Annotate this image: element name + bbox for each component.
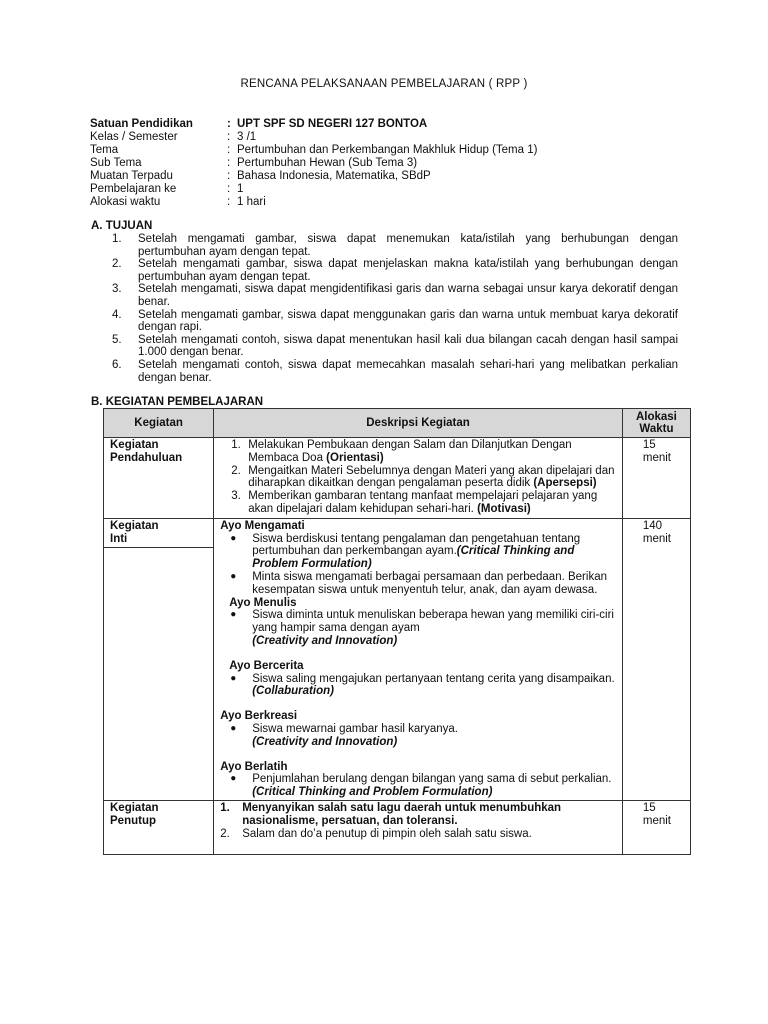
tujuan-text: Setelah mengamati contoh, siswa dapat memecahkan masalah sehari-hari yang melibatkan perkalian dengan benar. xyxy=(138,358,678,384)
item-tag: (Collaburation) xyxy=(252,685,334,698)
tujuan-text: Setelah mengamati, siswa dapat mengidentifikasi garis dan warna sebagai unsur karya dekoratif dengan benar. xyxy=(138,283,678,308)
alokasi-value: 140 xyxy=(642,519,663,532)
ayo-menulis-title: Ayo Menulis xyxy=(229,596,297,609)
item-text: Memberikan gambaran tentang manfaat mempelajari pelajaran yang akan dipelajari dalam kehidupan sehari-hari. xyxy=(248,490,598,515)
tujuan-number: 4. xyxy=(112,308,122,321)
header-alokasi-line2: Waktu xyxy=(639,423,674,435)
identitas-label: Sub Tema xyxy=(90,157,142,169)
bercerita-list xyxy=(214,673,618,699)
label-pendahuluan xyxy=(104,438,214,519)
identitas-label: Muatan Terpadu xyxy=(90,170,173,182)
mengamati-list xyxy=(214,533,618,597)
identitas-colon: : xyxy=(227,131,231,143)
deskripsi-pendahuluan xyxy=(214,438,623,519)
berkreasi-list xyxy=(214,723,618,749)
item-tag: (Creativity and Innovation) xyxy=(252,634,398,647)
penutup-item xyxy=(214,802,618,828)
ayo-berkreasi-title: Ayo Berkreasi xyxy=(220,710,298,723)
pendahuluan-list xyxy=(214,439,618,516)
item-text: Minta siswa mengamati berbagai persamaan dan perbedaan. Berikan kesempatan siswa untuk menyentuh telur, anak, dan ayam dewasa. xyxy=(252,570,607,596)
tujuan-number: 2. xyxy=(112,258,122,271)
item-text: Melakukan Pembukaan dengan Salam dan Dilanjutkan Dengan Membaca Doa xyxy=(248,439,572,464)
label-line1: Kegiatan xyxy=(110,801,159,814)
identitas-label: Tema xyxy=(90,144,119,156)
deskripsi-penutup xyxy=(214,800,623,854)
identitas-colon: : xyxy=(227,157,231,169)
tujuan-number: 3. xyxy=(112,283,122,296)
identitas-label: Kelas / Semester xyxy=(90,131,178,143)
bullet-icon: ● xyxy=(230,672,237,684)
row-penutup xyxy=(104,800,691,854)
ayo-berlatih-title: Ayo Berlatih xyxy=(220,760,288,773)
label-line2: Inti xyxy=(110,532,128,545)
identitas-row xyxy=(90,170,690,183)
identitas-colon: : xyxy=(227,144,231,156)
identitas-colon: : xyxy=(227,183,231,195)
item-tag: (Apersepsi) xyxy=(533,477,597,490)
header-kegiatan: Kegiatan xyxy=(104,409,214,438)
tujuan-text: Setelah mengamati gambar, siswa dapat menjelaskan makna kata/istilah yang berhubungan dengan pertumbuhan ayam dengan tepat. xyxy=(138,258,678,283)
deskripsi-inti xyxy=(214,518,623,800)
mengamati-item xyxy=(214,533,618,571)
item-tag: (Orientasi) xyxy=(326,451,384,464)
pendahuluan-item xyxy=(214,490,618,516)
item-text: Menyanyikan salah satu lagu daerah untuk menumbuhkan nasionalisme, persatuan, dan toleransi. xyxy=(242,801,562,827)
mengamati-item xyxy=(214,571,618,597)
identitas-table xyxy=(90,118,690,209)
berkreasi-item xyxy=(214,723,618,749)
identitas-value: Bahasa Indonesia, Matematika, SBdP xyxy=(237,170,431,182)
kegiatan-table xyxy=(103,408,691,855)
ayo-bercerita-title: Ayo Bercerita xyxy=(229,659,304,672)
item-text: Siswa saling mengajukan pertanyaan tentang cerita yang disampaikan. xyxy=(252,672,615,685)
identitas-colon: : xyxy=(227,118,231,130)
tujuan-number: 5. xyxy=(112,333,122,346)
penutup-item xyxy=(214,828,618,841)
tujuan-text: Setelah mengamati gambar, siswa dapat menemukan kata/istilah yang berhubungan dengan pertumbuhan ayam dengan tepat. xyxy=(138,233,678,258)
alokasi-penutup xyxy=(622,800,690,854)
menulis-item xyxy=(214,609,618,647)
section-heading-tujuan: A. TUJUAN xyxy=(91,220,153,232)
identitas-colon: : xyxy=(227,196,231,208)
section-heading-kegiatan: B. KEGIATAN PEMBELAJARAN xyxy=(91,396,264,408)
spacer xyxy=(214,698,618,710)
item-number: 2. xyxy=(231,464,241,477)
alokasi-value: 15 xyxy=(642,439,656,451)
tujuan-item xyxy=(112,283,678,308)
penutup-list xyxy=(214,802,618,840)
identitas-row xyxy=(90,157,690,170)
bullet-icon: ● xyxy=(230,570,237,582)
identitas-row xyxy=(90,131,690,144)
label-line2: Pendahuluan xyxy=(110,451,183,464)
identitas-value: 1 xyxy=(237,183,244,195)
header-alokasi xyxy=(622,409,690,438)
bullet-icon: ● xyxy=(230,609,237,621)
berlatih-list xyxy=(214,773,618,799)
tujuan-item xyxy=(112,258,678,283)
item-tag: (Creativity and Innovation) xyxy=(252,735,398,748)
spacer xyxy=(214,648,618,660)
tujuan-item xyxy=(112,359,678,384)
item-number: 1. xyxy=(220,801,230,814)
identitas-value: 1 hari xyxy=(237,196,266,208)
item-number: 2. xyxy=(220,827,230,840)
identitas-row xyxy=(90,144,690,157)
item-tag: (Motivasi) xyxy=(477,502,531,515)
identitas-row xyxy=(90,183,690,196)
header-deskripsi: Deskripsi Kegiatan xyxy=(214,409,623,438)
item-text: Salam dan do’a penutup di pimpin oleh salah satu siswa. xyxy=(242,827,532,840)
label-line1: Kegiatan xyxy=(110,519,159,532)
tujuan-item xyxy=(112,334,678,359)
bercerita-item xyxy=(214,673,618,699)
ayo-mengamati-title: Ayo Mengamati xyxy=(220,519,305,532)
identitas-label: Alokasi waktu xyxy=(90,196,161,208)
identitas-value: Pertumbuhan Hewan (Sub Tema 3) xyxy=(237,157,418,169)
label-inti xyxy=(104,519,213,549)
spacer xyxy=(214,749,618,761)
identitas-value: 3 /1 xyxy=(237,131,257,143)
alokasi-value: 15 xyxy=(642,801,656,814)
identitas-label: Satuan Pendidikan xyxy=(90,118,193,130)
alokasi-unit: menit xyxy=(642,451,671,464)
item-text: Siswa berdiskusi tentang pengalaman dan pengetahuan tentang pertumbuhan dan perkembangan ayam. xyxy=(252,532,581,558)
item-text: Penjumlahan berulang dengan bilangan yang sama di sebut perkalian. xyxy=(252,773,612,786)
tujuan-list xyxy=(112,233,678,384)
bullet-icon: ● xyxy=(230,532,237,544)
item-text: Siswa mewarnai gambar hasil karyanya. xyxy=(252,722,458,735)
menulis-list xyxy=(214,609,618,647)
item-text: Siswa diminta untuk menuliskan beberapa hewan yang memiliki ciri-ciri yang hampir sama dengan ayam xyxy=(252,609,614,635)
tujuan-text: Setelah mengamati gambar, siswa dapat menggunakan garis dan warna untuk membuat karya dekoratif dengan rapi. xyxy=(138,308,678,334)
bullet-icon: ● xyxy=(230,722,237,734)
item-number: 3. xyxy=(231,490,241,503)
header-alokasi-line1: Alokasi xyxy=(635,411,677,423)
bullet-icon: ● xyxy=(230,773,237,785)
alokasi-inti xyxy=(622,518,690,800)
item-tag: (Critical Thinking and Problem Formulation) xyxy=(252,786,493,799)
row-inti xyxy=(104,518,691,800)
identitas-value: Pertumbuhan dan Perkembangan Makhluk Hidup (Tema 1) xyxy=(237,144,538,156)
alokasi-unit: menit xyxy=(642,532,671,545)
document-title: RENCANA PELAKSANAAN PEMBELAJARAN ( RPP ) xyxy=(240,78,528,90)
tujuan-number: 6. xyxy=(112,358,122,371)
pendahuluan-item xyxy=(214,465,618,491)
label-line1: Kegiatan xyxy=(110,439,159,451)
item-tag: (Critical Thinking and Problem Formulation) xyxy=(252,545,575,571)
berlatih-item xyxy=(214,773,618,799)
label-inti-cell xyxy=(104,518,214,800)
identitas-value: UPT SPF SD NEGERI 127 BONTOA xyxy=(237,118,428,130)
tujuan-item xyxy=(112,309,678,334)
label-penutup xyxy=(104,800,214,854)
identitas-colon: : xyxy=(227,170,231,182)
label-line2: Penutup xyxy=(110,814,156,827)
tujuan-item xyxy=(112,233,678,258)
pendahuluan-item xyxy=(214,439,618,465)
alokasi-unit: menit xyxy=(642,814,671,827)
tujuan-text: Setelah mengamati contoh, siswa dapat menentukan hasil kali dua bilangan cacah dengan hasil sampai 1.000 dengan benar. xyxy=(138,333,678,359)
alokasi-pendahuluan xyxy=(622,438,690,519)
item-text: Mengaitkan Materi Sebelumnya dengan Materi yang akan dipelajari dan diharapkan dikaitkan dengan pengalaman peserta didik xyxy=(248,464,615,490)
identitas-row xyxy=(90,196,690,209)
tujuan-number: 1. xyxy=(112,233,122,245)
row-pendahuluan xyxy=(104,438,691,519)
item-number: 1. xyxy=(231,439,241,451)
identitas-label: Pembelajaran ke xyxy=(90,183,177,195)
identitas-row xyxy=(90,118,690,131)
kegiatan-header-row xyxy=(104,409,691,438)
